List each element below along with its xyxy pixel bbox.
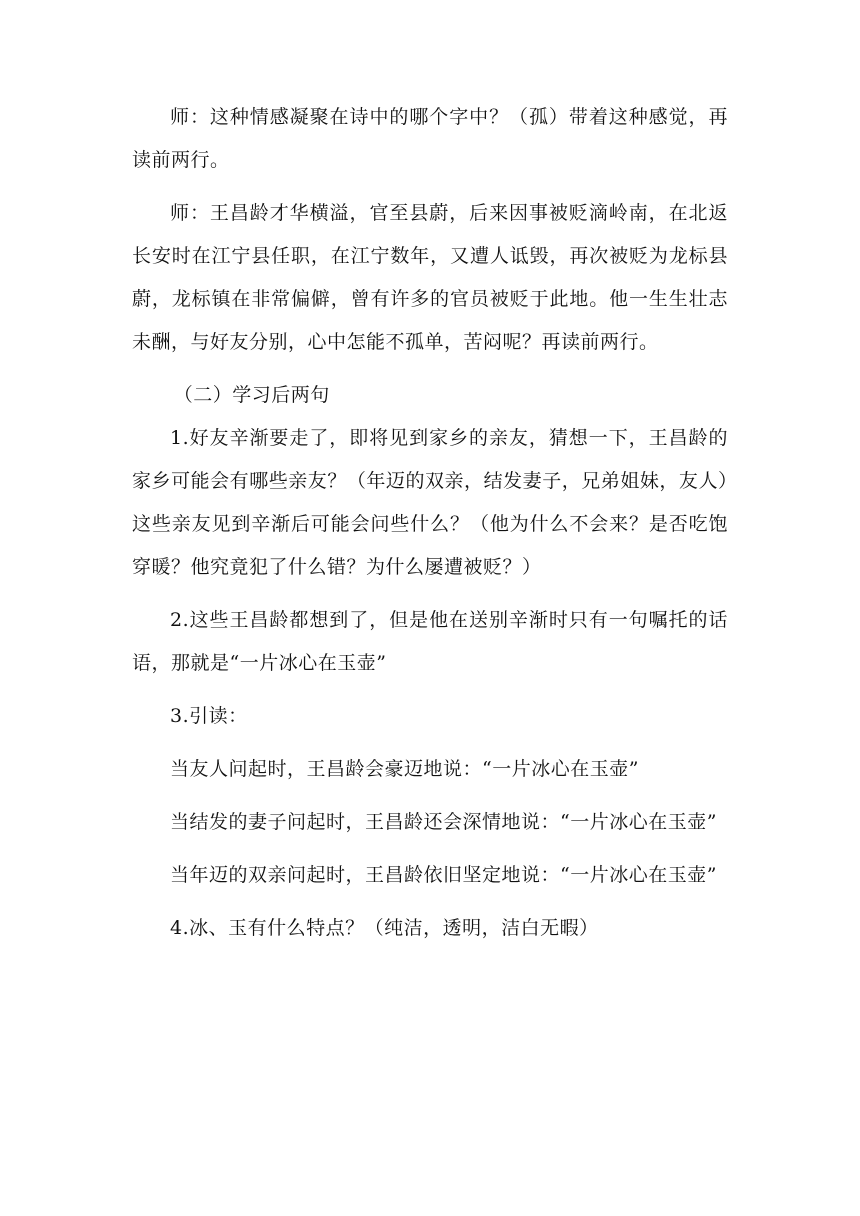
paragraph-teacher-question: 师：这种情感凝聚在诗中的哪个字中？（孤）带着这种感觉，再读前两行。 (132, 106, 728, 171)
document-page (132, 96, 728, 960)
paragraph-item-4: 4.冰、玉有什么特点？（纯洁，透明，洁白无暇） (170, 917, 599, 939)
paragraph-lead-reading-parents: 当年迈的双亲问起时，王昌龄依旧坚定地说：“一片冰心在玉壶” (170, 864, 717, 886)
paragraph-item-1: 1.好友辛渐要走了，即将见到家乡的亲友，猜想一下，王昌龄的家乡可能会有哪些亲友？（年迈的双亲，结发妻子，兄弟姐妹，友人）这些亲友见到辛渐后可能会问些什么？（他为什么不会来？是否吃饱穿暖？他究竟犯了什么错？为什么屡遭被贬？） (132, 427, 728, 578)
paragraph-lead-reading-friend: 当友人问起时，王昌龄会豪迈地说：“一片冰心在玉壶” (170, 758, 639, 780)
paragraph-item-3: 3.引读： (170, 705, 248, 727)
paragraph-teacher-background: 师：王昌龄才华横溢，官至县蔚，后来因事被贬滴岭南，在北返长安时在江宁县任职，在江宁数年，又遭人诋毁，再次被贬为龙标县蔚，龙标镇在非常偏僻，曾有许多的官员被贬于此地。他一生生壮志未酬，与好友分别，心中怎能不孤单，苦闷呢？再读前两行。 (132, 202, 728, 353)
paragraph-lead-reading-wife: 当结发的妻子问起时，王昌龄还会深情地说：“一片冰心在玉壶” (170, 811, 717, 833)
paragraph-item-2: 2.这些王昌龄都想到了，但是他在送别辛渐时只有一句嘱托的话语，那就是“一片冰心在玉壶” (132, 609, 728, 674)
section-heading: （二）学习后两句 (173, 384, 330, 406)
